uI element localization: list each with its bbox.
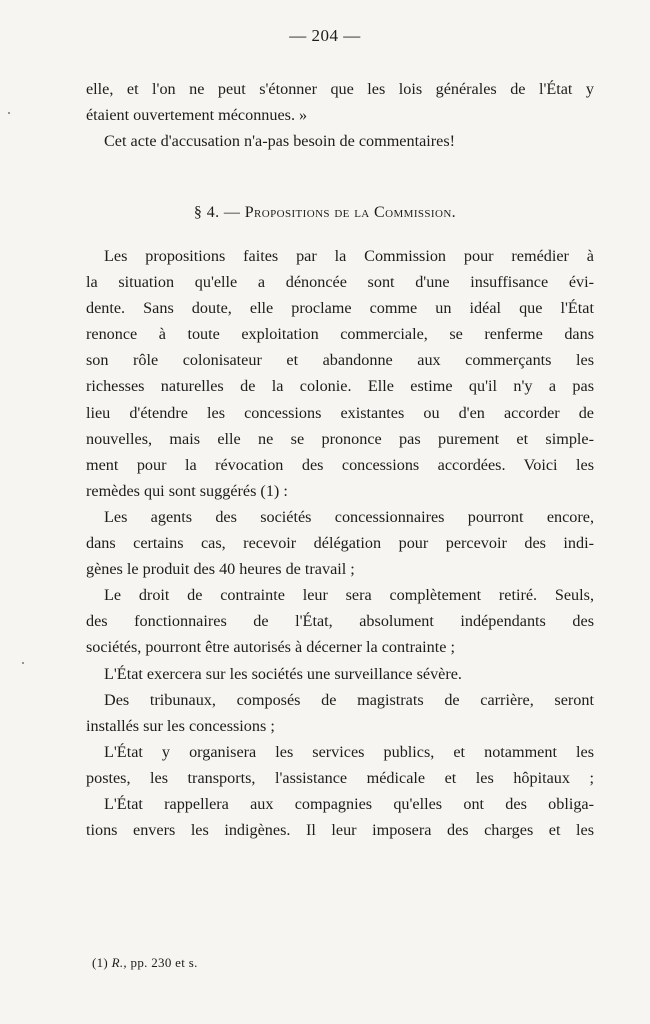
text-line: tions envers les indigènes. Il leur imposera des charges et les (86, 821, 594, 840)
text-line: Cet acte d'accusation n'a-pas besoin de commentaires! (104, 132, 456, 151)
text-line: nouvelles, mais elle ne se prononce pas purement et simple- (86, 429, 594, 448)
section-number: § 4. — (193, 204, 241, 221)
text-line: L'État rappellera aux compagnies qu'elles ont des obliga- (104, 794, 594, 813)
text-line: elle, et l'on ne peut s'étonner que les lois générales de l'État y (86, 80, 594, 98)
text-line: ment pour la révocation des concessions accordées. Voici les (86, 455, 594, 474)
footnote (92, 955, 198, 971)
text-line: la situation qu'elle a dénoncée sont d'une insuffisance évi- (86, 273, 594, 292)
text-line: étaient ouvertement méconnues. » (86, 106, 308, 125)
text-line: remèdes qui sont suggérés (1) : (86, 481, 288, 500)
paper-speck (22, 662, 24, 664)
text-line: sociétés, pourront être autorisés à décerner la contrainte ; (86, 638, 456, 657)
section-heading (0, 204, 650, 222)
text-line: gènes le produit des 40 heures de travail ; (86, 560, 355, 579)
text-line: dente. Sans doute, elle proclame comme un idéal que l'État (86, 299, 594, 318)
text-line: postes, les transports, l'assistance médicale et les hôpitaux ; (86, 768, 594, 787)
text-line: dans certains cas, recevoir délégation pour percevoir des indi- (86, 534, 594, 553)
footnote-pages: pp. 230 et s. (130, 955, 198, 970)
top-paragraph (86, 76, 594, 154)
text-line: Le droit de contrainte leur sera complètement retiré. Seuls, (104, 586, 594, 605)
text-line: Les propositions faites par la Commission pour remédier à (104, 247, 594, 265)
text-line: lieu d'étendre les concessions existantes ou d'en accorder de (86, 403, 594, 422)
text-line: richesses naturelles de la colonie. Elle estime qu'il n'y a pas (86, 377, 594, 396)
footnote-marker: (1) (92, 955, 109, 970)
text-line: renonce à toute exploitation commerciale, se renferme dans (86, 325, 594, 344)
paper-speck (8, 112, 10, 114)
footnote-source: R., (111, 955, 127, 970)
text-line: L'État y organisera les services publics, et notamment les (104, 742, 594, 761)
text-line: des fonctionnaires de l'État, absolument indépendants des (86, 612, 594, 631)
text-line: son rôle colonisateur et abandonne aux commerçants les (86, 351, 594, 370)
page-number: — 204 — (289, 26, 361, 45)
main-text (86, 243, 594, 843)
text-line: Les agents des sociétés concessionnaires pourront encore, (104, 507, 594, 526)
text-line: installés sur les concessions ; (86, 716, 275, 735)
section-title: Propositions de la Commission. (244, 204, 457, 221)
text-line: Des tribunaux, composés de magistrats de carrière, seront (104, 690, 594, 709)
text-line: L'État exercera sur les sociétés une surveillance sévère. (104, 664, 462, 683)
